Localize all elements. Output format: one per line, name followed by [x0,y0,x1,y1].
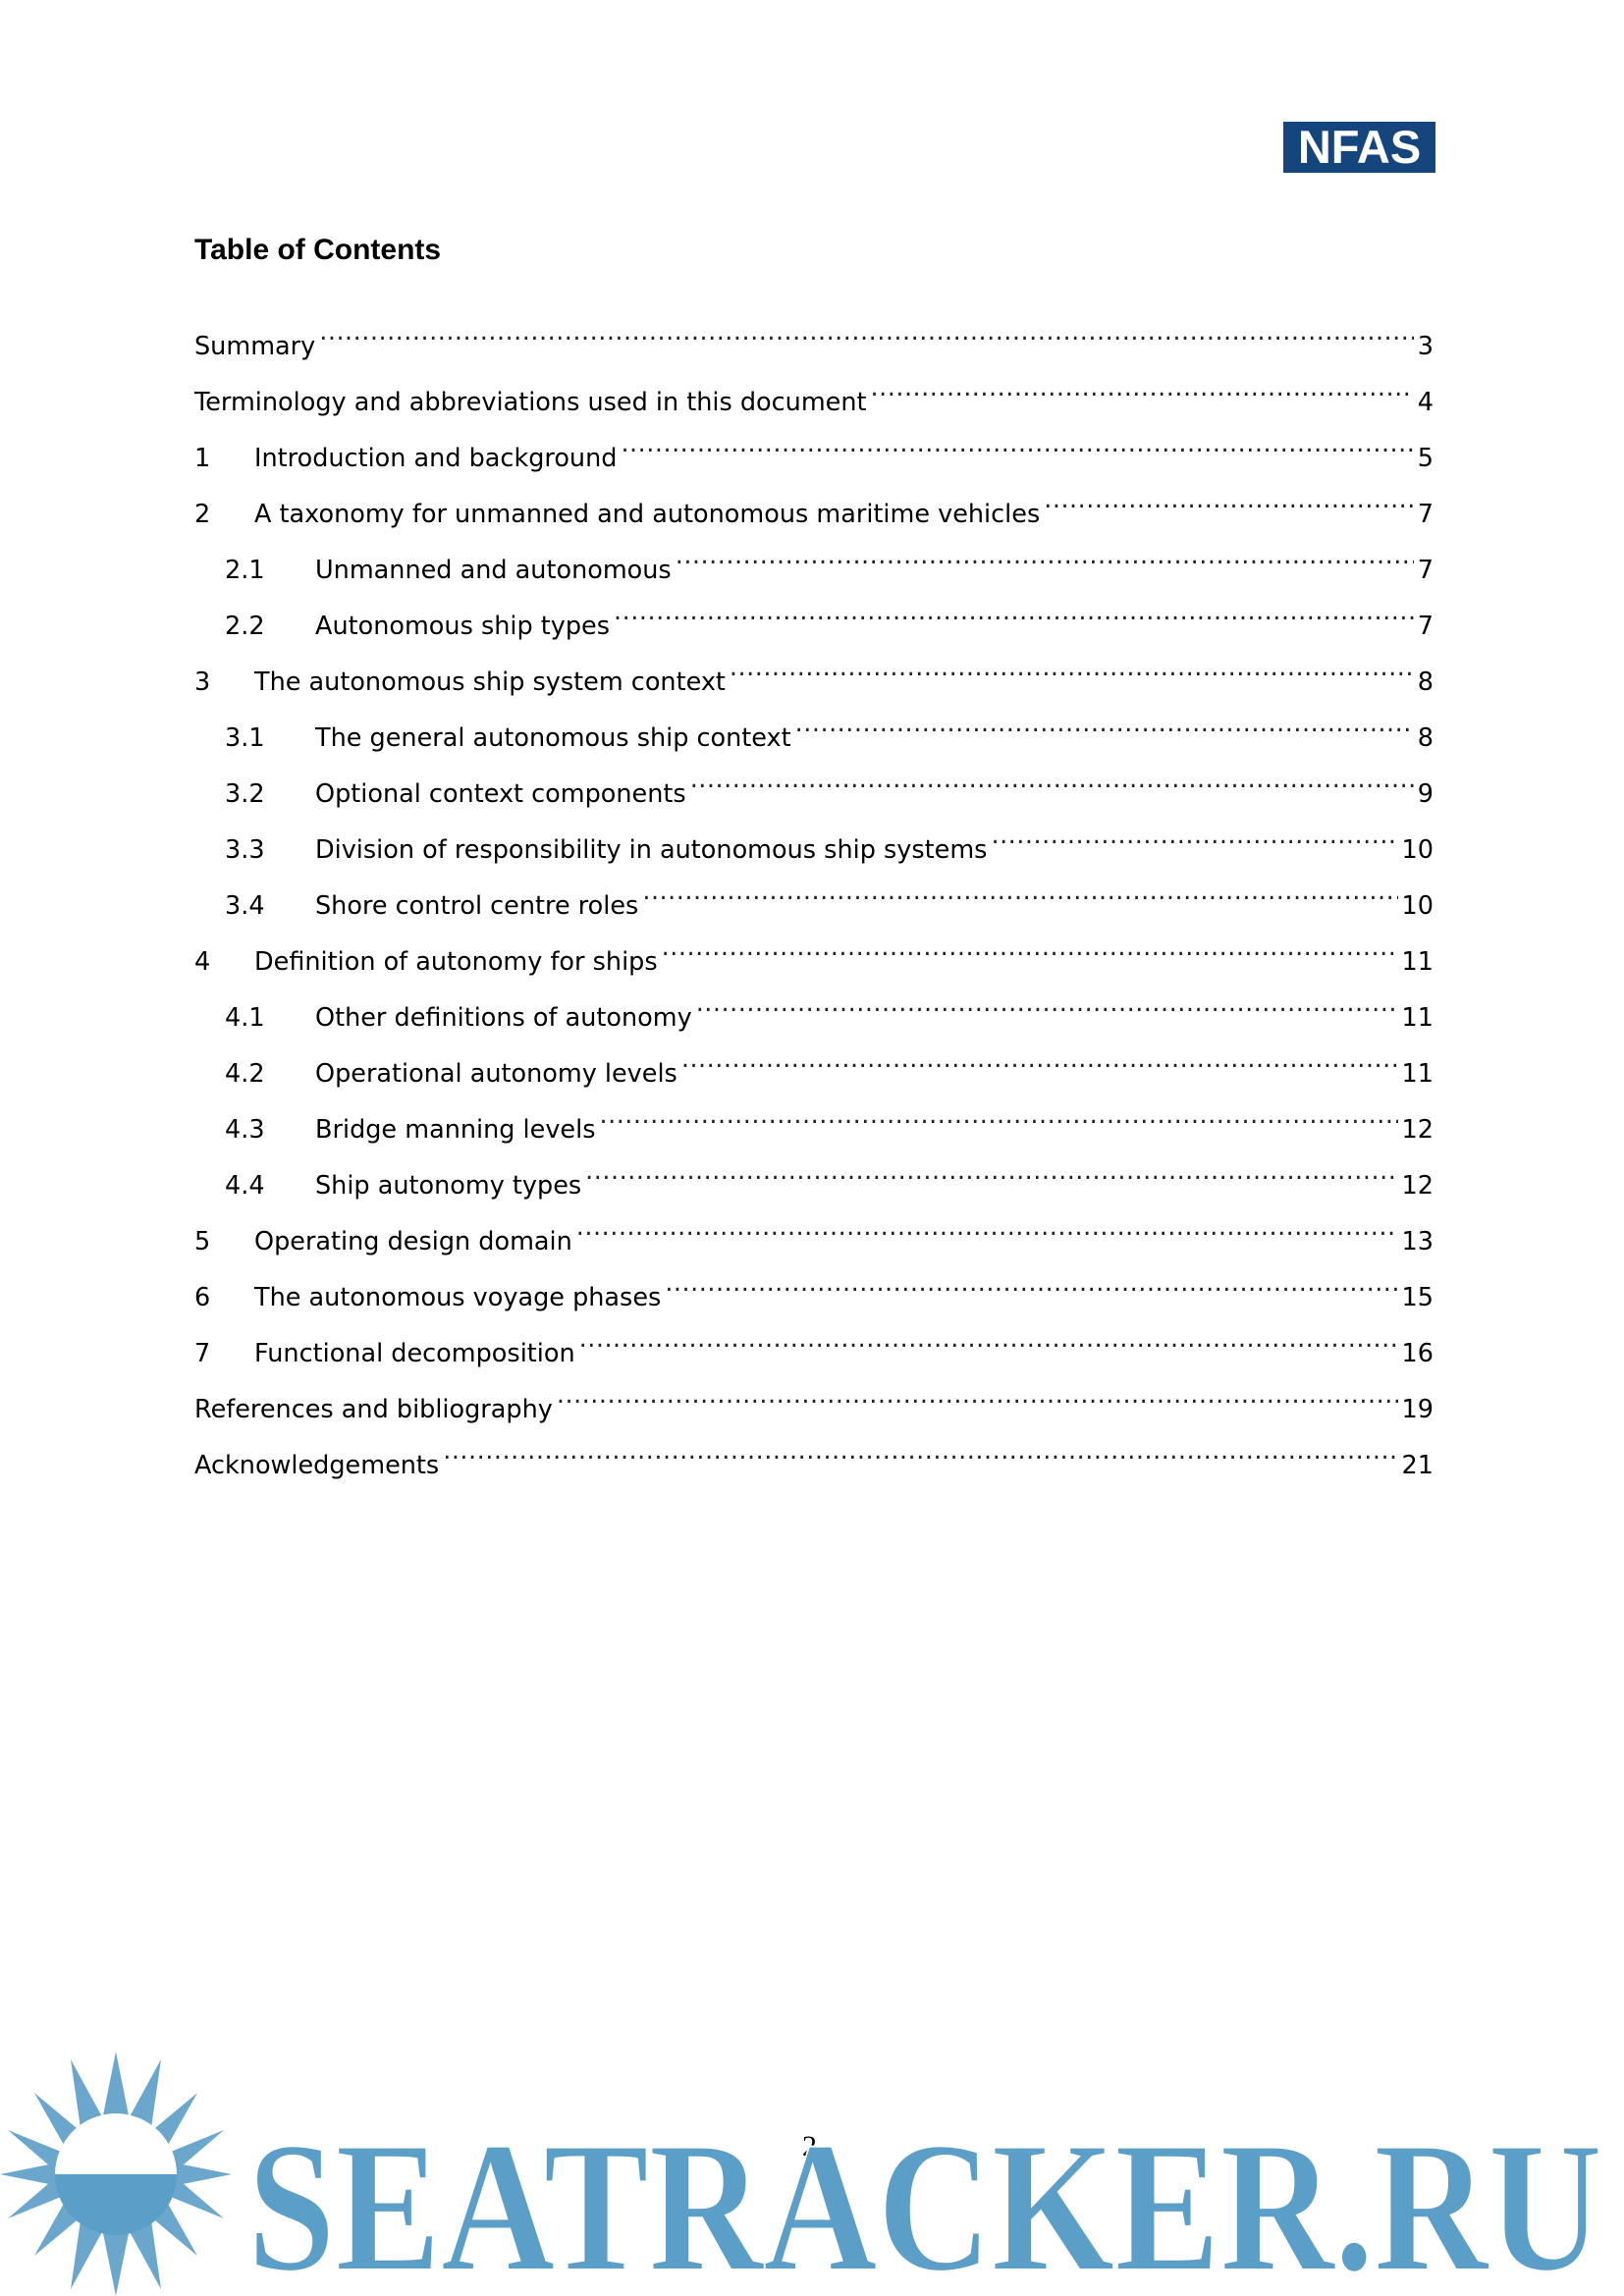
toc-dot-leader [585,1169,1397,1195]
toc-entry-title: Shore control centre roles [315,891,639,921]
toc-entry-page: 7 [1417,500,1434,529]
toc-dot-leader [576,1225,1398,1251]
toc-dot-leader [614,610,1414,635]
toc-entry-title: Operational autonomy levels [315,1059,677,1089]
toc-entry[interactable] [194,1387,1434,1443]
toc-entry-page: 7 [1417,612,1434,641]
toc-dot-leader [665,1281,1397,1307]
toc-entry-page: 4 [1417,388,1434,417]
toc-entry-title: Unmanned and autonomous [315,556,672,585]
toc-entry[interactable] [194,1051,1434,1107]
toc-entry-number: 4.2 [225,1059,265,1089]
toc-entry-number: 3.1 [225,723,265,753]
toc-entry-title: Division of responsibility in autonomous ship systems [315,835,988,865]
toc-entry-page: 15 [1401,1283,1434,1312]
toc-entry-page: 8 [1417,723,1434,753]
toc-entry-number: 2.1 [225,556,265,585]
toc-dot-leader [676,554,1414,579]
toc-entry-number: 3.4 [225,891,265,921]
toc-entry[interactable] [194,716,1434,772]
toc-entry[interactable] [194,1443,1434,1499]
toc-dot-leader [599,1113,1397,1139]
toc-entry-title: Summary [194,332,316,361]
toc-entry-title: The autonomous voyage phases [254,1283,662,1312]
toc-dot-leader [690,777,1414,803]
toc-entry[interactable] [194,1163,1434,1219]
toc-entry-page: 12 [1401,1115,1434,1145]
toc-entry[interactable] [194,828,1434,883]
toc-entry-title: Optional context components [315,779,686,809]
toc-entry-number: 2 [194,500,211,529]
toc-entry-number: 3.2 [225,779,265,809]
page-number: 2 [802,2130,817,2163]
toc-entry-title: Operating design domain [254,1227,572,1256]
toc-entry[interactable] [194,492,1434,548]
toc-dot-leader [642,889,1397,915]
toc-entry[interactable] [194,883,1434,939]
watermark [0,2052,1624,2296]
toc-entry-title: Bridge manning levels [315,1115,596,1145]
toc-entry-number: 4 [194,947,211,977]
toc-entry-title: Other definitions of autonomy [315,1003,692,1033]
toc-entry-number: 4.1 [225,1003,265,1033]
toc-dot-leader [696,1001,1398,1027]
toc-entry-page: 19 [1401,1395,1434,1424]
toc-entry-title: Autonomous ship types [315,612,611,641]
toc-entry[interactable] [194,995,1434,1051]
watermark-text: SEATRACKER.RU [247,2105,1602,2296]
toc-entry[interactable] [194,1331,1434,1387]
toc-entry-page: 10 [1401,891,1434,921]
toc-entry[interactable] [194,1275,1434,1331]
toc-entry-title: Definition of autonomy for ships [254,947,658,977]
toc-entry[interactable] [194,939,1434,995]
toc-entry-page: 11 [1401,1059,1434,1089]
toc-entry-page: 12 [1401,1171,1434,1201]
toc-entry-number: 3 [194,667,211,697]
toc-entry[interactable] [194,1107,1434,1163]
toc-entry-number: 1 [194,444,211,473]
toc-entry[interactable] [194,380,1434,436]
toc-entry-title: Functional decomposition [254,1339,575,1368]
toc-entry-title: Introduction and background [254,444,618,473]
toc-entry-number: 2.2 [225,612,265,641]
toc-entry-page: 21 [1401,1451,1434,1480]
toc-entry-page: 3 [1417,332,1434,361]
toc-entry-page: 7 [1417,556,1434,585]
toc-entry[interactable] [194,772,1434,828]
toc-dot-leader [795,721,1414,747]
toc-entry-title: Terminology and abbreviations used in this document [194,388,867,417]
toc-entry-number: 7 [194,1339,211,1368]
toc-dot-leader [871,386,1414,411]
sun-icon [0,2052,232,2296]
toc-entry[interactable] [194,660,1434,716]
toc-entry-page: 13 [1401,1227,1434,1256]
toc-dot-leader [991,833,1397,859]
toc-entry[interactable] [194,604,1434,660]
toc-entry-number: 6 [194,1283,211,1312]
toc-entry[interactable] [194,436,1434,492]
toc-entry-number: 3.3 [225,835,265,865]
toc-heading: Table of Contents [194,234,442,266]
toc-entry[interactable] [194,548,1434,604]
toc-dot-leader [621,442,1413,467]
toc-entry-title: A taxonomy for unmanned and autonomous maritime vehicles [254,500,1041,529]
toc-dot-leader [443,1449,1397,1474]
toc-entry-number: 4.4 [225,1171,265,1201]
toc-entry[interactable] [194,1219,1434,1275]
toc-entry-page: 10 [1401,835,1434,865]
toc-entry-title: Acknowledgements [194,1451,440,1480]
toc-entry-page: 11 [1401,1003,1434,1033]
toc-entry-number: 5 [194,1227,211,1256]
toc-dot-leader [730,666,1414,691]
toc-entry-number: 4.3 [225,1115,265,1145]
toc-entry-title: The autonomous ship system context [254,667,726,697]
toc-entry-page: 8 [1417,667,1434,697]
toc-entry-page: 9 [1417,779,1434,809]
toc-dot-leader [1044,498,1414,523]
toc-entry-page: 16 [1401,1339,1434,1368]
toc-dot-leader [557,1393,1398,1418]
toc-dot-leader [662,945,1398,971]
toc-dot-leader [681,1057,1398,1083]
table-of-contents [194,324,1434,1499]
toc-entry-page: 5 [1417,444,1434,473]
toc-dot-leader [579,1337,1398,1362]
toc-entry[interactable] [194,324,1434,380]
toc-entry-page: 11 [1401,947,1434,977]
toc-entry-title: References and bibliography [194,1395,553,1424]
nfas-logo: NFAS [1283,122,1435,173]
toc-entry-title: The general autonomous ship context [315,723,791,753]
toc-dot-leader [319,330,1414,355]
toc-entry-title: Ship autonomy types [315,1171,582,1201]
